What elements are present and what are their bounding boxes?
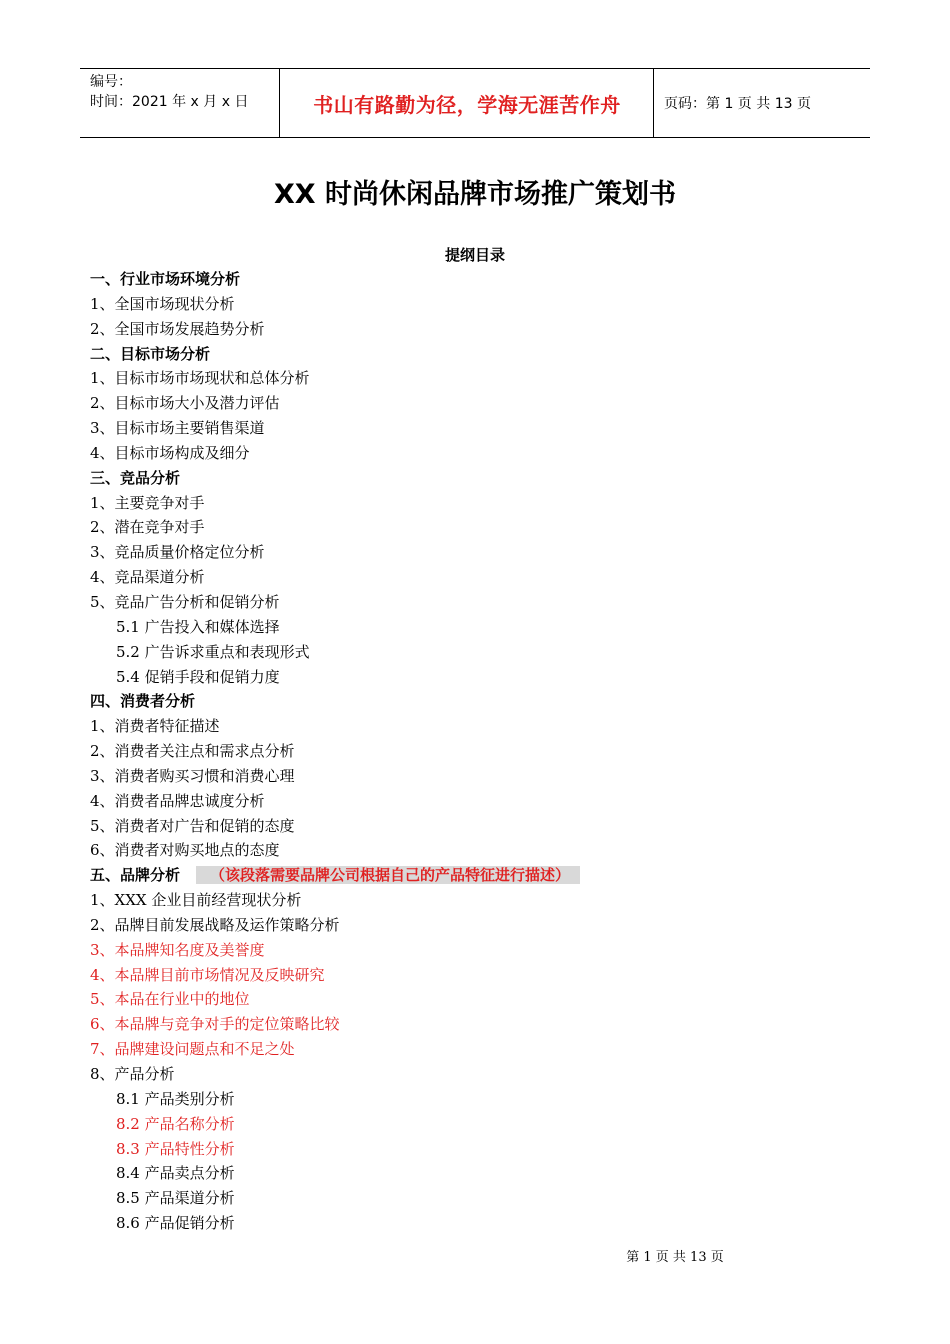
toc-subitem bbox=[90, 665, 890, 690]
toc-item-text: 6、消费者对购买地点的态度 bbox=[90, 841, 280, 860]
toc-item-text: 3、本品牌知名度及美誉度 bbox=[90, 940, 265, 959]
toc-item-text: 3、目标市场主要销售渠道 bbox=[90, 419, 265, 438]
toc-item-text: 5、消费者对广告和促销的态度 bbox=[90, 816, 295, 835]
toc-subitem bbox=[90, 1186, 890, 1211]
toc-item bbox=[90, 317, 890, 342]
toc-item-text: 4、竞品渠道分析 bbox=[90, 568, 205, 587]
toc-item bbox=[90, 789, 890, 814]
toc-item bbox=[90, 739, 890, 764]
toc-section-heading bbox=[90, 863, 890, 888]
toc-item-text: 5.1 广告投入和媒体选择 bbox=[116, 617, 280, 636]
page-footer bbox=[0, 1246, 950, 1265]
toc-item bbox=[90, 1062, 890, 1087]
toc-item bbox=[90, 963, 890, 988]
toc-item bbox=[90, 913, 890, 938]
toc-section-heading bbox=[90, 342, 890, 367]
toc-item-text: 5、本品在行业中的地位 bbox=[90, 990, 250, 1009]
doc-number-label: 编号： bbox=[90, 74, 132, 90]
table-of-contents bbox=[90, 267, 890, 1236]
toc-item bbox=[90, 938, 890, 963]
toc-item-text: 1、消费者特征描述 bbox=[90, 717, 220, 736]
toc-item-text: 6、本品牌与竞争对手的定位策略比较 bbox=[90, 1015, 340, 1034]
toc-item bbox=[90, 814, 890, 839]
toc-heading: 提纲目录 bbox=[444, 246, 505, 264]
toc-item bbox=[90, 391, 890, 416]
toc-item-text: 2、全国市场发展趋势分析 bbox=[90, 319, 265, 338]
toc-item bbox=[90, 1037, 890, 1062]
toc-item-text: 3、消费者购买习惯和消费心理 bbox=[90, 766, 295, 785]
toc-item-text: 5.4 促销手段和促销力度 bbox=[116, 667, 280, 686]
toc-item-text: 4、本品牌目前市场情况及反映研究 bbox=[90, 965, 325, 984]
toc-item-text: 四、消费者分析 bbox=[90, 692, 196, 711]
toc-item bbox=[90, 416, 890, 441]
toc-item bbox=[90, 590, 890, 615]
toc-subitem bbox=[90, 1112, 890, 1137]
toc-item bbox=[90, 565, 890, 590]
toc-item bbox=[90, 987, 890, 1012]
toc-item-text: 8.4 产品卖点分析 bbox=[116, 1164, 235, 1183]
header-page-info: 页码：第 1 页 共 13 页 bbox=[664, 96, 811, 112]
toc-item-text: 1、全国市场现状分析 bbox=[90, 294, 235, 313]
toc-item bbox=[90, 764, 890, 789]
toc-subitem bbox=[90, 1137, 890, 1162]
header-motto: 书山有路勤为径，学海无涯苦作舟 bbox=[281, 69, 654, 137]
toc-item bbox=[90, 714, 890, 739]
toc-item-text: 4、消费者品牌忠诚度分析 bbox=[90, 791, 265, 810]
toc-item-text: 一、行业市场环境分析 bbox=[90, 270, 241, 288]
toc-item-text: 二、目标市场分析 bbox=[90, 344, 211, 363]
toc-item-text: 8.5 产品渠道分析 bbox=[116, 1189, 235, 1208]
toc-item-text: 1、主要竞争对手 bbox=[90, 493, 205, 512]
toc-item-text: 1、目标市场市场现状和总体分析 bbox=[90, 369, 310, 388]
toc-item-text: 2、潜在竞争对手 bbox=[90, 518, 205, 537]
toc-item bbox=[90, 515, 890, 540]
toc-item-text: 五、品牌分析 bbox=[90, 866, 181, 885]
toc-item bbox=[90, 838, 890, 863]
toc-item-text: 8.6 产品促销分析 bbox=[116, 1214, 235, 1233]
toc-item-text: 5.2 广告诉求重点和表现形式 bbox=[116, 642, 310, 661]
toc-item bbox=[90, 888, 890, 913]
toc-subitem bbox=[90, 1161, 890, 1186]
toc-item-text: 三、竞品分析 bbox=[90, 468, 181, 487]
toc-item-text: 8.1 产品类别分析 bbox=[116, 1089, 235, 1108]
toc-subitem bbox=[90, 615, 890, 640]
toc-item-text: 1、XXX 企业目前经营现状分析 bbox=[90, 891, 302, 910]
footer-page-number: 第 1 页 共 13 页 bbox=[626, 1250, 724, 1265]
toc-section-heading bbox=[90, 689, 890, 714]
toc-item bbox=[90, 1012, 890, 1037]
toc-section-heading bbox=[90, 267, 890, 292]
page-header bbox=[80, 68, 870, 138]
toc-item bbox=[90, 292, 890, 317]
toc-item-text: 7、品牌建设问题点和不足之处 bbox=[90, 1040, 295, 1059]
toc-item-text: 2、消费者关注点和需求点分析 bbox=[90, 742, 295, 761]
toc-subitem bbox=[90, 1211, 890, 1236]
toc-item bbox=[90, 491, 890, 516]
toc-item bbox=[90, 441, 890, 466]
toc-item-text: 8.2 产品名称分析 bbox=[116, 1114, 235, 1133]
toc-item-text: 3、竞品质量价格定位分析 bbox=[90, 543, 265, 562]
toc-item-text: 2、目标市场大小及潜力评估 bbox=[90, 394, 280, 413]
toc-item bbox=[90, 540, 890, 565]
toc-item-text: 8、产品分析 bbox=[90, 1065, 175, 1083]
document-title: XX 时尚休闲品牌市场推广策划书 bbox=[273, 179, 677, 210]
toc-subitem bbox=[90, 1087, 890, 1112]
toc-item-text: 5、竞品广告分析和促销分析 bbox=[90, 592, 280, 611]
header-meta bbox=[80, 69, 280, 137]
toc-item-text: 4、目标市场构成及细分 bbox=[90, 443, 250, 462]
toc-item bbox=[90, 366, 890, 391]
highlighted-note: （该段落需要品牌公司根据自己的产品特征进行描述） bbox=[196, 866, 580, 884]
toc-section-heading bbox=[90, 466, 890, 491]
toc-subitem bbox=[90, 640, 890, 665]
toc-item-text: 8.3 产品特性分析 bbox=[116, 1139, 235, 1158]
toc-item-text: 2、品牌目前发展战略及运作策略分析 bbox=[90, 915, 340, 934]
doc-date-label: 时间：2021 年 x 月 x 日 bbox=[90, 94, 249, 110]
